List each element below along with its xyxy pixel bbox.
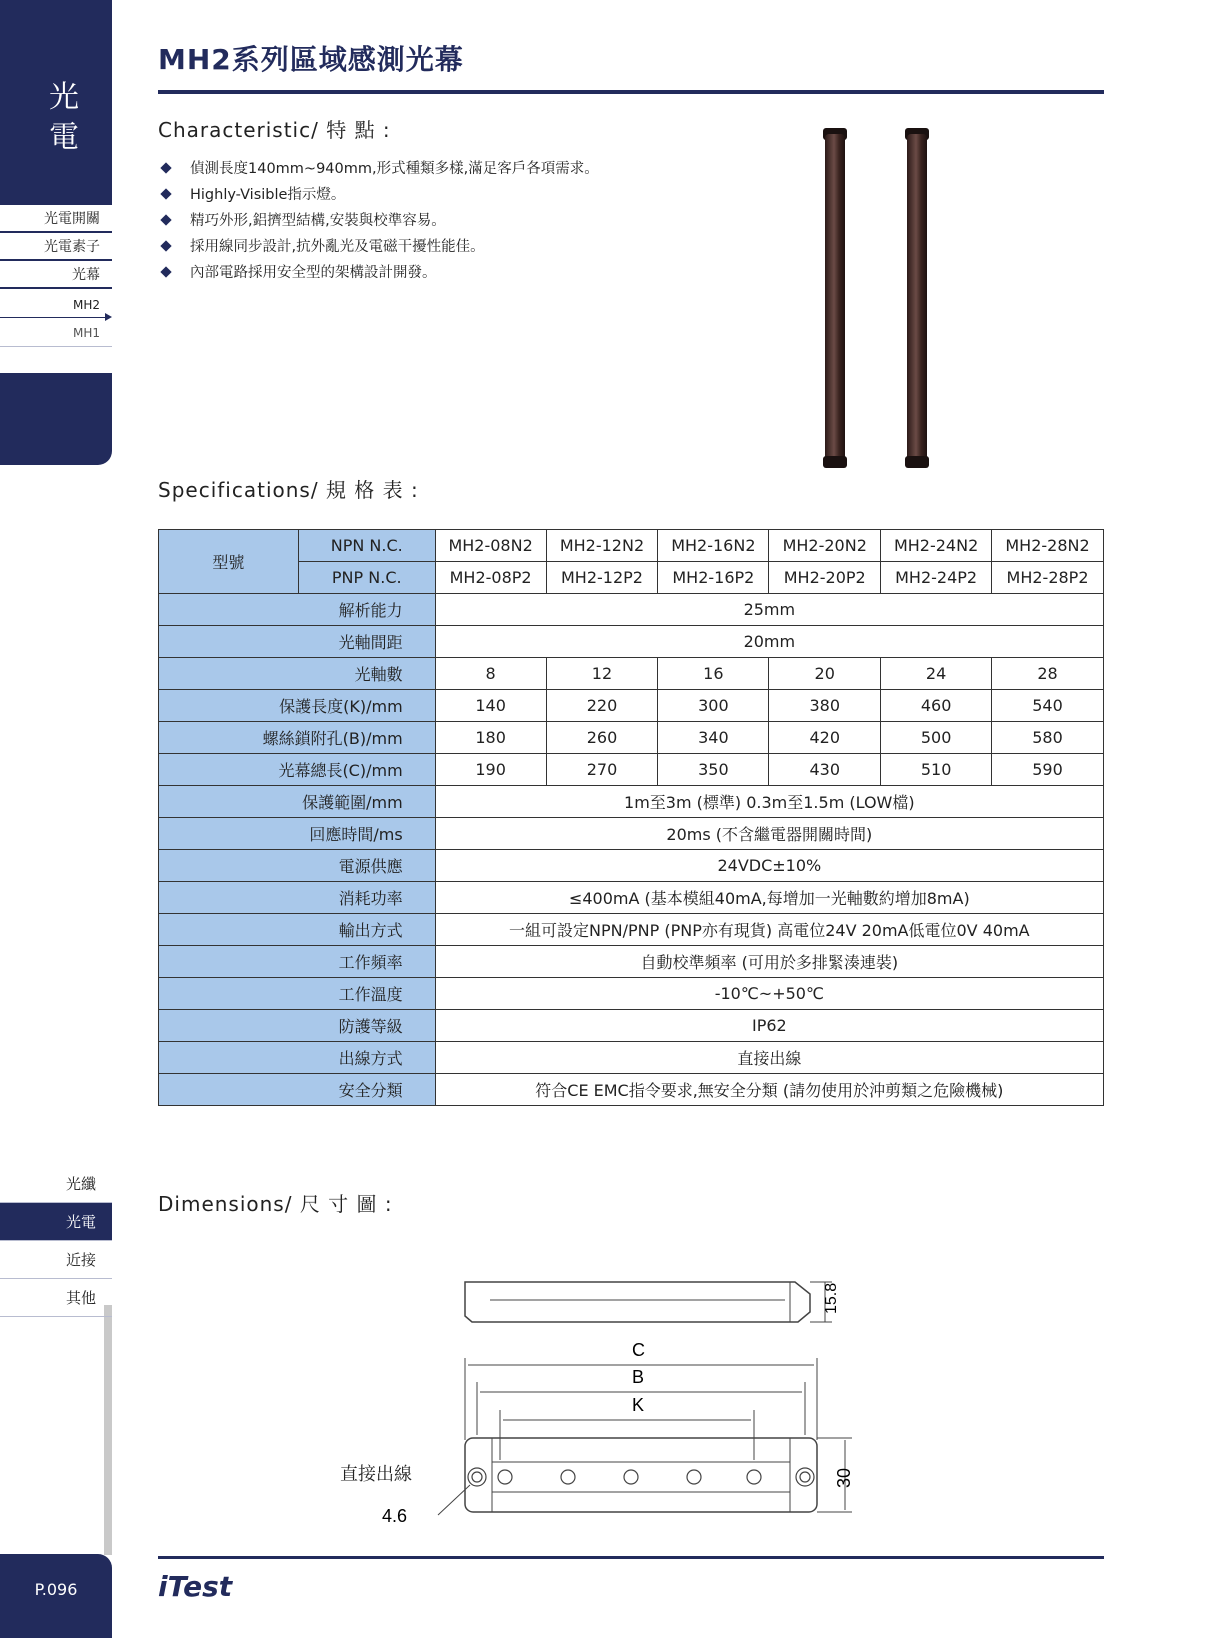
table-cell: 24 [881, 658, 992, 690]
table-cell: 220 [546, 690, 658, 722]
table-cell: 460 [881, 690, 992, 722]
sidebar-scroll-track [104, 1305, 112, 1555]
list-item: 精巧外形,鋁擠型結構,安裝與校準容易。 [160, 208, 599, 234]
row-label: 工作溫度 [159, 978, 436, 1010]
nav-item-photoelectric-switch[interactable]: 光電開關 [0, 205, 112, 233]
table-cell: 420 [769, 722, 881, 754]
table-cell: 16 [658, 658, 769, 690]
table-cell: MH2-08P2 [435, 562, 546, 594]
row-label: 輸出方式 [159, 914, 436, 946]
page-title: MH2系列區域感測光幕 [158, 43, 464, 76]
table-cell: 260 [546, 722, 658, 754]
row-label: 工作頻率 [159, 946, 436, 978]
row-label: 解析能力 [159, 594, 436, 626]
table-cell: 540 [992, 690, 1104, 722]
cable-label: 直接出線 [340, 1464, 412, 1485]
row-label: 防護等級 [159, 1010, 436, 1042]
table-cell: 380 [769, 690, 881, 722]
table-cell: 300 [658, 690, 769, 722]
table-cell: 符合CE EMC指令要求,無安全分類 (請勿使用於沖剪類之危險機械) [435, 1074, 1103, 1106]
table-cell: 140 [435, 690, 546, 722]
table-cell: MH2-12N2 [546, 530, 658, 562]
characteristic-heading: Characteristic/ 特 點 : [158, 118, 391, 142]
table-cell: 430 [769, 754, 881, 786]
dim-c-label: C [632, 1340, 645, 1360]
spec-table [158, 529, 1104, 1106]
table-cell: 8 [435, 658, 546, 690]
dim-b-label: B [632, 1367, 645, 1387]
table-cell: 350 [658, 754, 769, 786]
hole-label: 4.6 [382, 1506, 408, 1526]
npn-label: NPN N.C. [298, 530, 435, 562]
list-item: 採用線同步設計,抗外亂光及電磁干擾性能佳。 [160, 234, 599, 260]
table-cell: 一組可設定NPN/PNP (PNP亦有現貨) 高電位24V 20mA低電位0V 40mA [435, 914, 1103, 946]
nav-sub-mh1[interactable]: MH1 [0, 319, 112, 347]
table-cell: ≤400mA (基本模組40mA,每增加一光軸數約增加8mA) [435, 882, 1103, 914]
row-label: 電源供應 [159, 850, 436, 882]
height-side-label: 30 [834, 1467, 854, 1488]
sidebar-category: 光電 [49, 80, 79, 155]
row-label: 出線方式 [159, 1042, 436, 1074]
list-item: 內部電路採用安全型的架構設計開發。 [160, 260, 599, 286]
bottom-nav-other[interactable]: 其他 [0, 1279, 112, 1317]
bottom-nav-proximity[interactable]: 近接 [0, 1241, 112, 1279]
model-label: 型號 [159, 530, 299, 594]
characteristic-list [160, 156, 599, 286]
bottom-nav-fiber[interactable]: 光纖 [0, 1165, 112, 1203]
pnp-label: PNP N.C. [298, 562, 435, 594]
row-label: 螺絲鎖附孔(B)/mm [159, 722, 436, 754]
table-cell: 12 [546, 658, 658, 690]
row-label: 安全分類 [159, 1074, 436, 1106]
product-image [818, 128, 938, 468]
table-cell: MH2-28P2 [992, 562, 1104, 594]
table-cell: 24VDC±10% [435, 850, 1103, 882]
table-cell: 510 [881, 754, 992, 786]
row-label: 光幕總長(C)/mm [159, 754, 436, 786]
brand-logo: iTest [158, 1570, 233, 1603]
title-divider [158, 90, 1104, 94]
table-cell: 270 [546, 754, 658, 786]
table-cell: 25mm [435, 594, 1103, 626]
table-cell: 180 [435, 722, 546, 754]
list-item: Highly-Visible指示燈。 [160, 182, 599, 208]
table-cell: MH2-24N2 [881, 530, 992, 562]
table-cell: MH2-20N2 [769, 530, 881, 562]
table-cell: 20 [769, 658, 881, 690]
table-cell: 20ms (不含繼電器開關時間) [435, 818, 1103, 850]
nav-sub-mh2[interactable]: MH2 [72, 298, 100, 312]
bottom-nav-photoelectric[interactable]: 光電 [0, 1203, 112, 1241]
row-label: 保護長度(K)/mm [159, 690, 436, 722]
table-cell: MH2-20P2 [769, 562, 881, 594]
table-cell: 20mm [435, 626, 1103, 658]
table-cell: 500 [881, 722, 992, 754]
page-number: P.096 [34, 1580, 78, 1599]
table-cell: 340 [658, 722, 769, 754]
height-top-label: 15.8 [823, 1282, 840, 1314]
table-cell: 直接出線 [435, 1042, 1103, 1074]
dimension-drawing [320, 1270, 880, 1530]
table-cell: 自動校準頻率 (可用於多排緊湊連裝) [435, 946, 1103, 978]
table-cell: MH2-28N2 [992, 530, 1104, 562]
row-label: 光軸數 [159, 658, 436, 690]
row-label: 消耗功率 [159, 882, 436, 914]
dimensions-heading: Dimensions/ 尺 寸 圖 : [158, 1192, 393, 1216]
table-cell: 590 [992, 754, 1104, 786]
table-cell: MH2-12P2 [546, 562, 658, 594]
table-cell: MH2-16P2 [658, 562, 769, 594]
list-item: 偵測長度140mm~940mm,形式種類多樣,滿足客戶各項需求。 [160, 156, 599, 182]
table-cell: IP62 [435, 1010, 1103, 1042]
table-cell: 28 [992, 658, 1104, 690]
nav-item-photoelectric-element[interactable]: 光電素子 [0, 233, 112, 261]
table-cell: MH2-16N2 [658, 530, 769, 562]
dim-k-label: K [632, 1395, 645, 1415]
table-cell: -10℃~+50℃ [435, 978, 1103, 1010]
table-cell: 190 [435, 754, 546, 786]
row-label: 保護範圍/mm [159, 786, 436, 818]
arrow-icon [0, 317, 110, 318]
nav-item-light-curtain[interactable]: 光幕 [0, 261, 112, 289]
table-cell: MH2-24P2 [881, 562, 992, 594]
table-cell: 580 [992, 722, 1104, 754]
footer-divider [158, 1556, 1104, 1559]
row-label: 回應時間/ms [159, 818, 436, 850]
row-label: 光軸間距 [159, 626, 436, 658]
table-cell: 1m至3m (標準) 0.3m至1.5m (LOW檔) [435, 786, 1103, 818]
specifications-heading: Specifications/ 規 格 表 : [158, 478, 419, 502]
sidebar-nav [0, 205, 112, 373]
table-cell: MH2-08N2 [435, 530, 546, 562]
